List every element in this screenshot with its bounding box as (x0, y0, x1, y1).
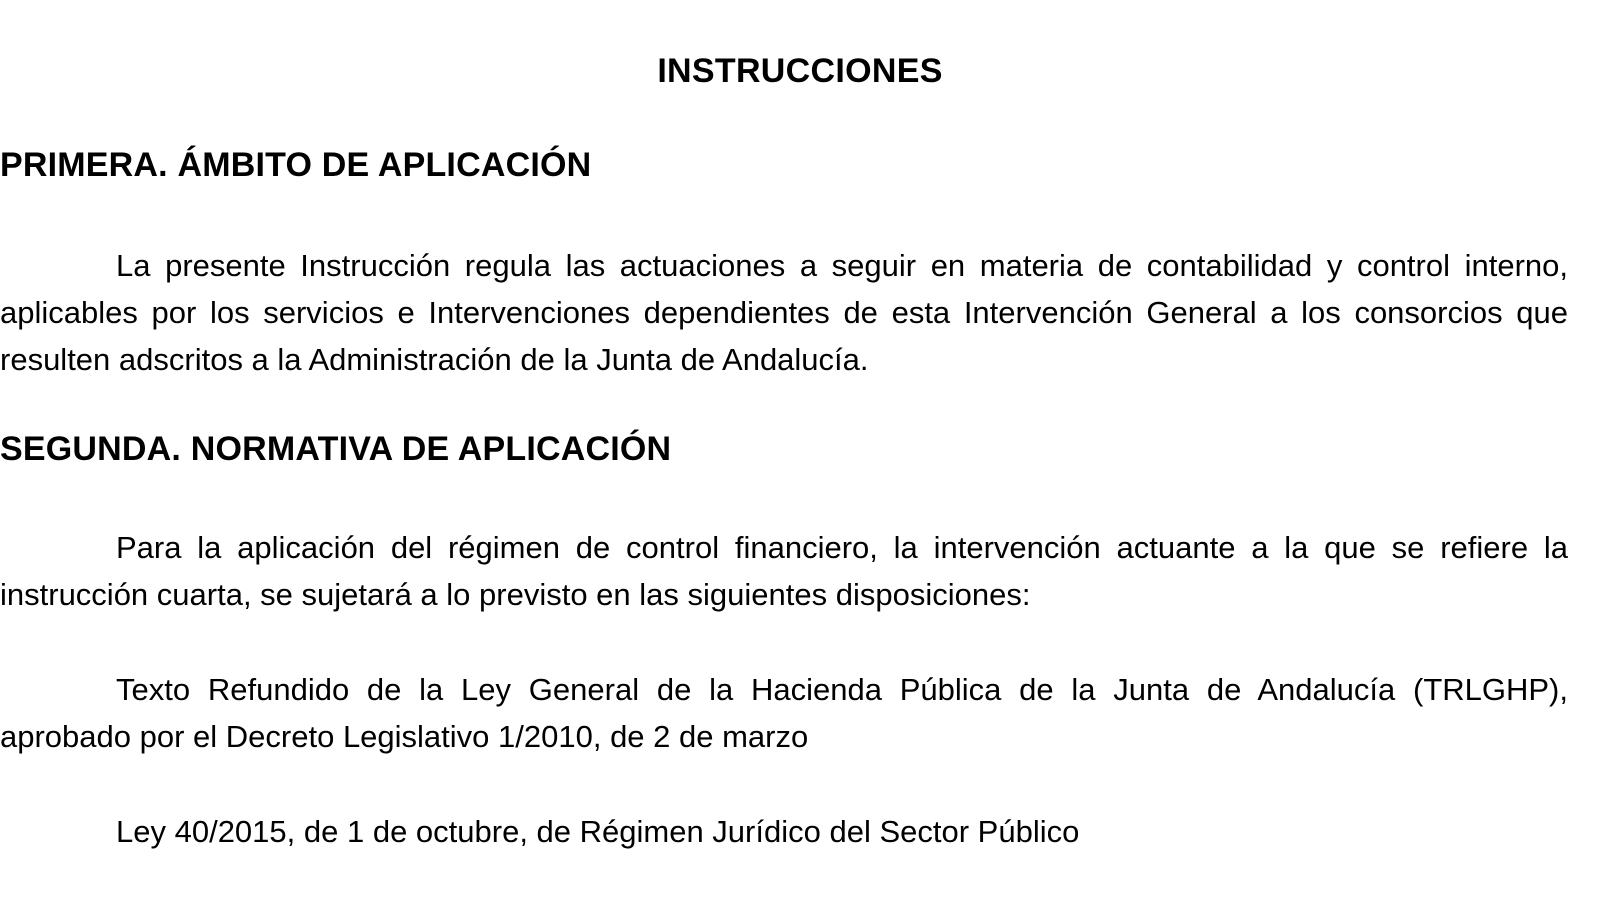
paragraph-ley-40-2015: Ley 40/2015, de 1 de octubre, de Régimen Jurídico del Sector Público (116, 814, 1080, 849)
section-heading-primera: PRIMERA. ÁMBITO DE APLICACIÓN (0, 146, 592, 184)
paragraph-normativa-intro: Para la aplicación del régimen de control financiero, la intervención actuante a la que se refiere la instrucción cuarta, se sujetará a lo previsto en las siguientes disposiciones: (0, 530, 1568, 612)
document-title: INSTRUCCIONES (657, 52, 943, 90)
section-heading-segunda: SEGUNDA. NORMATIVA DE APLICACIÓN (0, 430, 672, 468)
paragraph-trlghp: Texto Refundido de la Ley General de la Hacienda Pública de la Junta de Andalucía (TRLGHP), aprobado por el Decreto Legislativo 1/2010, de 2 de marzo (0, 672, 1568, 754)
paragraph-ambito: La presente Instrucción regula las actuaciones a seguir en materia de contabilidad y control interno, aplicables por los servicios e Intervenciones dependientes de esta Intervención General a los consorcios que resulten adscritos a la Administración de la Junta de Andalucía. (0, 248, 1568, 377)
